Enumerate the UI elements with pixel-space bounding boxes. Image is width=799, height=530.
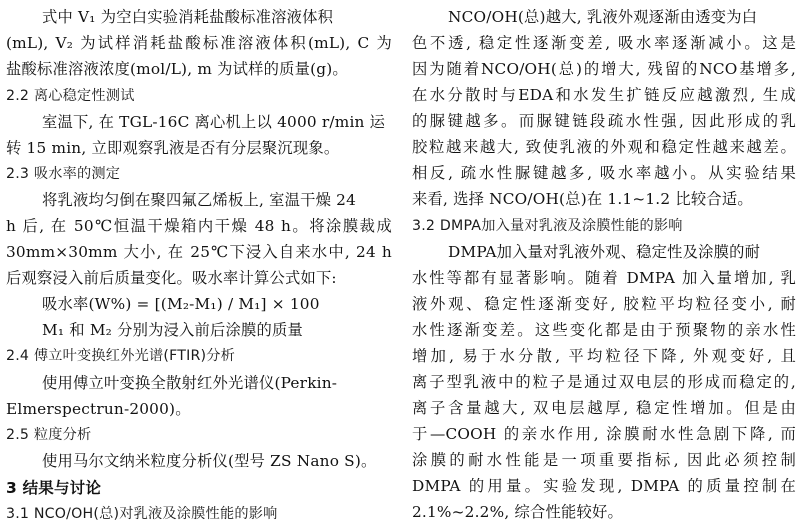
nco-text-line-5: 的脲键越多。而脲键链段疏水性强, 因此形成的乳 — [412, 112, 796, 130]
nco-text-line-4: 在水分散时与EDA和水发生扩链反应越激烈, 生成 — [412, 86, 796, 104]
dmpa-text-line-7: 离子含量越大, 双电层越厚, 稳定性增加。但是由 — [412, 399, 796, 417]
section-heading-2-4: 2.4 傅立叶变换红外光谱(FTIR)分析 — [6, 348, 236, 364]
absorb-symbol-note: M₁ 和 M₂ 分别为浸入前后涂膜的质量 — [42, 321, 304, 339]
section-heading-2-2: 2.2 离心稳定性测试 — [6, 88, 135, 104]
dmpa-text-line-2: 水性等都有显著影响。随着 DMPA 加入量增加, 乳 — [412, 269, 796, 287]
absorb-text-line-1: 将乳液均匀倒在聚四氟乙烯板上, 室温干燥 24 — [42, 191, 356, 209]
particle-text-line-1: 使用马尔文纳米粒度分析仪(型号 ZS Nano S)。 — [42, 452, 377, 470]
formula-note-line-3: 盐酸标准溶液浓度(mol/L), m 为试样的质量(g)。 — [6, 60, 348, 78]
absorb-text-line-3: 30mm×30mm 大小, 在 25℃下浸入自来水中, 24 h — [6, 243, 392, 261]
centrifuge-text-line-2: 转 15 min, 立即观察乳液是否有分层聚沉现象。 — [6, 139, 340, 157]
dmpa-text-line-3: 液外观、稳定性逐渐变好, 胶粒平均粒径变小, 耐 — [412, 295, 796, 313]
absorb-text-line-2: h 后, 在 50℃恒温干燥箱内干燥 48 h。将涂膜裁成 — [6, 217, 392, 235]
nco-text-line-7: 相反, 疏水性脲键越多, 吸水率越小。从实验结果 — [412, 164, 796, 182]
ftir-text-line-2: Elmerspectrun-2000)。 — [6, 400, 191, 418]
section-heading-2-3: 2.3 吸水率的测定 — [6, 166, 121, 182]
dmpa-text-line-5: 增加, 易于水分散, 平均粒径下降, 外观变好, 且 — [412, 347, 796, 365]
formula-note-line-1: 式中 V₁ 为空白实验消耗盐酸标准溶液体积 — [42, 8, 334, 26]
absorb-formula: 吸水率(W%) = [(M₂-M₁) / M₁] × 100 — [42, 295, 320, 313]
centrifuge-text-line-1: 室温下, 在 TGL-16C 离心机上以 4000 r/min 运 — [42, 113, 386, 131]
left-text-column — [6, 0, 392, 530]
dmpa-text-line-8: 于—COOH 的亲水作用, 涂膜耐水性急剧下降, 而 — [412, 425, 796, 443]
dmpa-text-line-9: 涂膜的耐水性能是一项重要指标, 因此必须控制 — [412, 451, 796, 469]
section-heading-3-2: 3.2 DMPA加入量对乳液及涂膜性能的影响 — [412, 218, 683, 234]
dmpa-text-line-4: 水性逐渐变差。这些变化都是由于预聚物的亲水性 — [412, 321, 796, 339]
section-heading-3-1: 3.1 NCO/OH(总)对乳液及涂膜性能的影响 — [6, 506, 278, 522]
nco-text-line-1: NCO/OH(总)越大, 乳液外观逐渐由透变为白 — [448, 8, 758, 26]
dmpa-text-line-6: 离子型乳液中的粒子是通过双电层的形成而稳定的, — [412, 373, 796, 391]
ftir-text-line-1: 使用傅立叶变换全散射红外光谱仪(Perkin- — [42, 374, 338, 392]
absorb-text-line-4: 后观察浸入前后质量变化。吸水率计算公式如下: — [6, 269, 337, 287]
nco-text-line-6: 胶粒越来越大, 致使乳液的外观和稳定性越来越差。 — [412, 138, 796, 156]
dmpa-text-line-11: 2.1%~2.2%, 综合性能较好。 — [412, 503, 623, 521]
dmpa-text-line-1: DMPA加入量对乳液外观、稳定性及涂膜的耐 — [448, 243, 761, 261]
right-text-column — [412, 0, 796, 530]
dmpa-text-line-10: DMPA 的用量。实验发现, DMPA 的质量控制在 — [412, 477, 796, 495]
formula-note-line-2: (mL), V₂ 为试样消耗盐酸标准溶液体积(mL), C 为 — [6, 34, 392, 52]
nco-text-line-2: 色不透, 稳定性逐渐变差, 吸水率逐渐减小。这是 — [412, 34, 796, 52]
section-heading-2-5: 2.5 粒度分析 — [6, 427, 92, 443]
nco-text-line-3: 因为随着NCO/OH(总)的增大, 残留的NCO基增多, — [412, 60, 796, 78]
section-heading-3: 3 结果与讨论 — [6, 479, 102, 497]
nco-text-line-8: 来看, 选择 NCO/OH(总)在 1.1~1.2 比较合适。 — [412, 190, 753, 208]
